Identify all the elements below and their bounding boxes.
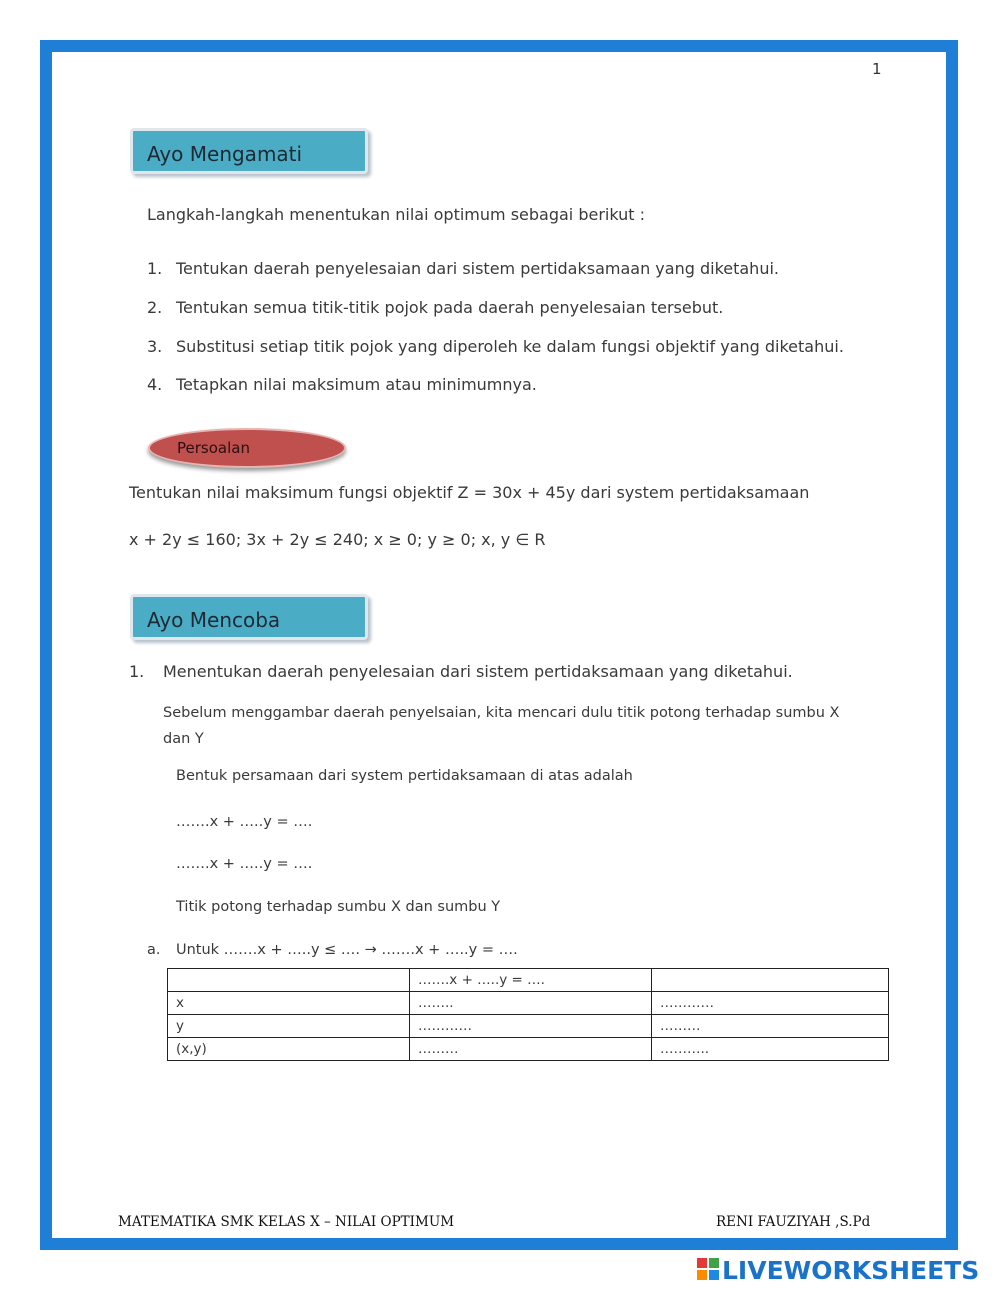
table-row [168,992,889,1015]
list-number: 3. [147,337,163,356]
footer-course: MATEMATIKA SMK KELAS X – NILAI OPTIMUM [118,1214,455,1230]
list-text: Tentukan daerah penyelesaian dari sistem pertidaksamaan yang diketahui. [176,259,779,278]
section-title: Ayo Mengamati [147,142,303,166]
table-cell: ………… [652,992,889,1015]
list-number: 1. [147,259,163,278]
list-text: Substitusi setiap titik pojok yang diperoleh ke dalam fungsi objektif yang diketahui. [176,337,844,356]
list-number: 1. [129,662,145,681]
table-cell: ……….. [652,1038,889,1061]
problem-label-badge [148,428,346,468]
table-cell: …….. [410,992,652,1015]
table-cell: x [168,992,410,1015]
equation-blank-2: …….x + …..y = …. [176,856,313,872]
table-cell: …….x + …..y = …. [410,969,652,992]
list-text: Tetapkan nilai maksimum atau minimumnya. [176,375,537,394]
table-row [168,1015,889,1038]
table-cell: ……… [410,1038,652,1061]
footer-author: RENI FAUZIYAH ,S.Pd [716,1214,871,1230]
list-item [147,375,537,394]
problem-label: Persoalan [177,439,250,457]
list-number: 4. [147,375,163,394]
liveworksheets-brand: LIVEWORKSHEETS [722,1256,980,1285]
section-banner-try [130,594,368,640]
table-cell [652,969,889,992]
table-row [168,1038,889,1061]
table-cell: y [168,1015,410,1038]
intercept-text: Titik potong terhadap sumbu X dan sumbu Y [176,899,501,915]
equation-blank-1: …….x + …..y = …. [176,814,313,830]
table-header-row [168,969,889,992]
problem-constraints: x + 2y ≤ 160; 3x + 2y ≤ 240; x ≥ 0; y ≥ 0; x, y ∈ R [129,530,546,549]
part-label: a. [147,942,161,958]
page-number: 1 [872,60,882,78]
section-banner-observe [130,128,368,174]
part-a [147,942,518,958]
table-cell: ………… [410,1015,652,1038]
problem-statement: Tentukan nilai maksimum fungsi objektif Z = 30x + 45y dari system pertidaksamaan [129,483,810,502]
liveworksheets-logo-icon [697,1258,719,1282]
list-number: 2. [147,298,163,317]
try-description: Sebelum menggambar daerah penyelsaian, kita mencari dulu titik potong terhadap sumbu X dan Y [163,705,840,747]
list-item [147,298,723,317]
equation-intro: Bentuk persamaan dari system pertidaksamaan di atas adalah [176,768,633,784]
intercept-table [167,968,889,1061]
table-cell [168,969,410,992]
intro-text: Langkah-langkah menentukan nilai optimum sebagai berikut : [147,205,646,224]
table-cell: ……… [652,1015,889,1038]
list-text: Menentukan daerah penyelesaian dari sistem pertidaksamaan yang diketahui. [163,662,793,681]
part-text: Untuk …….x + …..y ≤ …. → …….x + …..y = …. [176,942,518,958]
list-item [147,259,779,278]
list-text: Tentukan semua titik-titik pojok pada daerah penyelesaian tersebut. [176,298,724,317]
table-cell: (x,y) [168,1038,410,1061]
section-title: Ayo Mencoba [147,608,281,632]
list-item [147,337,844,356]
try-item [129,662,793,681]
